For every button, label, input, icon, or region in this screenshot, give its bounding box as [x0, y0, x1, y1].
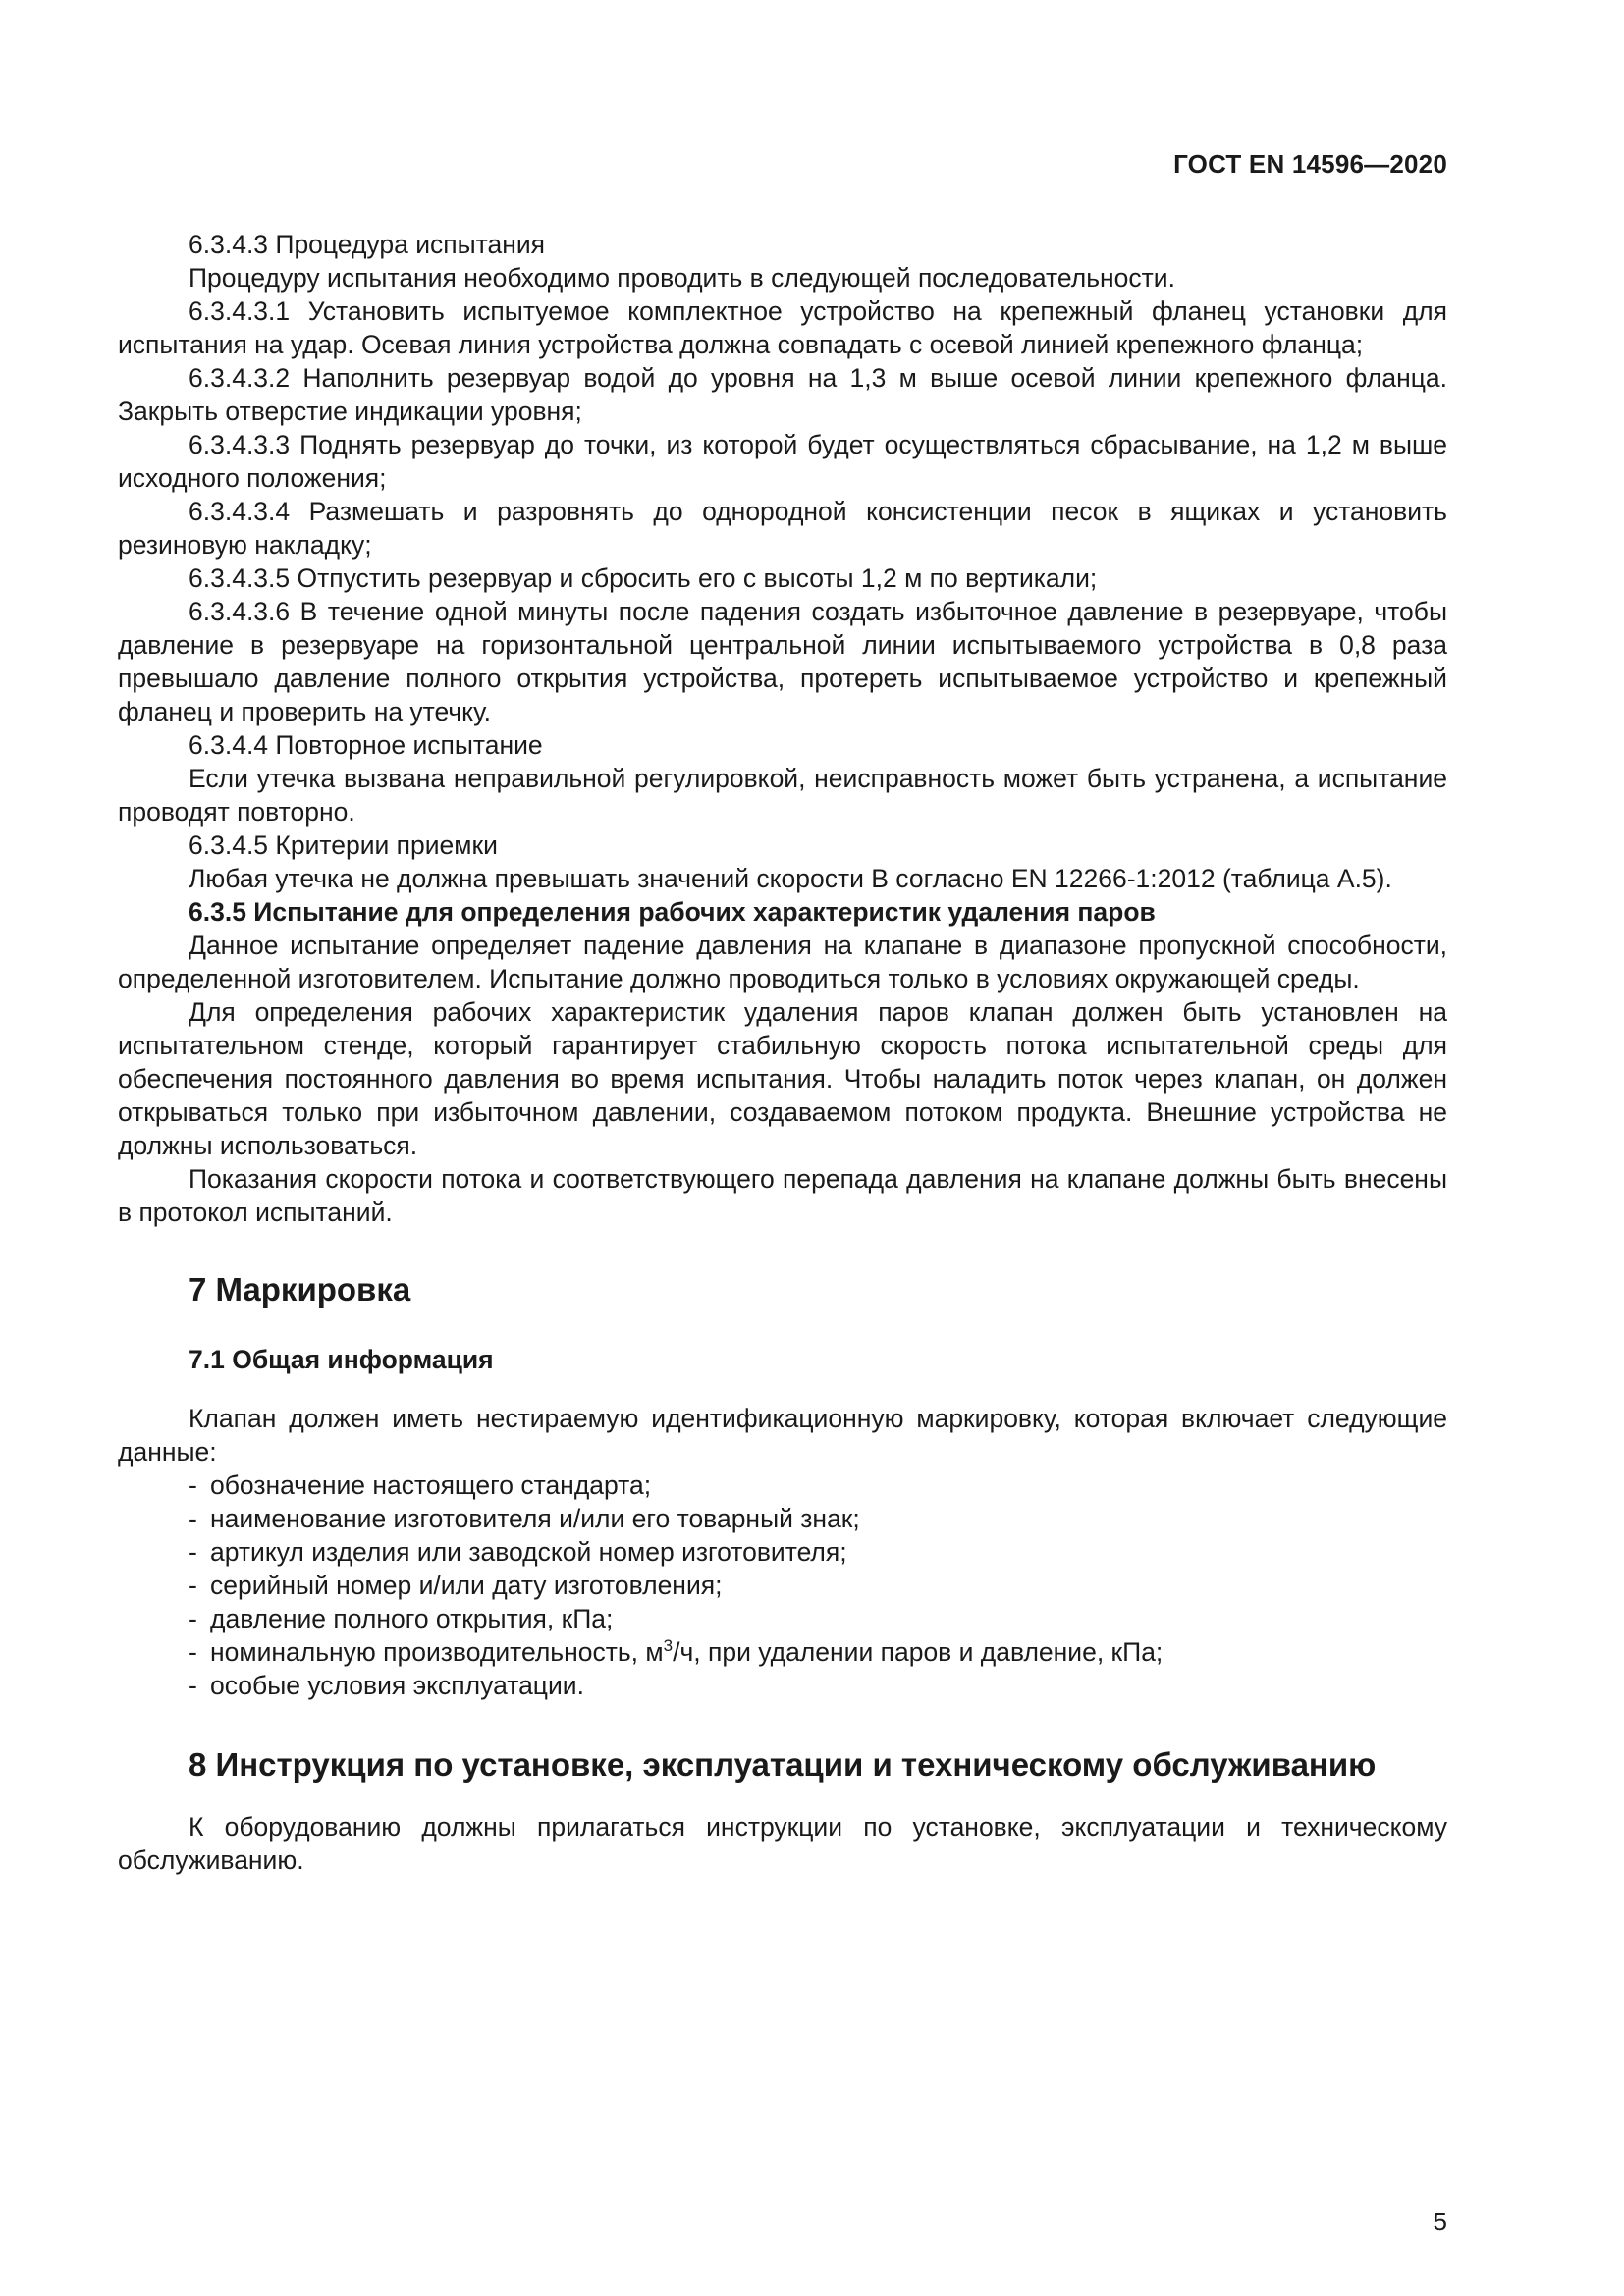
section-635-paragraph-3: Показания скорости потока и соответствующего перепада давления на клапане должны быть внесены в протокол испытаний.: [118, 1164, 1447, 1227]
section-635-paragraph-1: Данное испытание определяет падение давления на клапане в диапазоне пропускной способности, определенной изготовителем. Испытание должно проводиться только в условиях окружающей среды.: [118, 931, 1447, 993]
section-63431: 6.3.4.3.1 Установить испытуемое комплектное устройство на крепежный фланец установки для испытания на удар. Осевая линия устройства должна совпадать с осевой линией крепежного фланца;: [118, 296, 1447, 359]
list-item: - артикул изделия или заводской номер изготовителя;: [189, 1537, 847, 1567]
section-6345-title: 6.3.4.5 Критерии приемки: [189, 830, 498, 860]
section-6344-title: 6.3.4.4 Повторное испытание: [189, 730, 543, 760]
document-header: ГОСТ EN 14596—2020: [1173, 149, 1447, 179]
section-6345-text: Любая утечка не должна превышать значений скорости В согласно EN 12266-1:2012 (таблица А.5).: [189, 864, 1392, 893]
list-item: - давление полного открытия, кПа;: [189, 1604, 614, 1633]
list-item: - номинальную производительность, $м^3/ч$, при удалении паров и давление, кПа;: [189, 1636, 1164, 1667]
list-item: - серийный номер и/или дату изготовления;: [189, 1571, 723, 1600]
section-7-heading: 7 Маркировка: [189, 1271, 411, 1308]
section-63433: 6.3.4.3.3 Поднять резервуар до точки, из которой будет осуществляться сбрасывание, на 1,2 м выше исходного положения;: [118, 430, 1447, 493]
section-71-intro: Клапан должен иметь нестираемую идентификационную маркировку, которая включает следующие данные:: [118, 1404, 1447, 1467]
section-635-title: 6.3.5 Испытание для определения рабочих характеристик удаления паров: [189, 897, 1156, 927]
list-item: - наименование изготовителя и/или его товарный знак;: [189, 1504, 860, 1533]
section-6343-intro: Процедуру испытания необходимо проводить в следующей последовательности.: [189, 263, 1175, 293]
section-6344-text: Если утечка вызвана неправильной регулировкой, неисправность может быть устранена, а испытание проводят повторно.: [118, 764, 1447, 827]
section-63434: 6.3.4.3.4 Размешать и разровнять до однородной консистенции песок в ящиках и установить резиновую накладку;: [118, 497, 1447, 560]
section-63432: 6.3.4.3.2 Наполнить резервуар водой до уровня на 1,3 м выше осевой линии крепежного фланца. Закрыть отверстие индикации уровня;: [118, 363, 1447, 426]
section-63436: 6.3.4.3.6 В течение одной минуты после падения создать избыточное давление в резервуаре, чтобы давление в резервуаре на горизонтальной центральной линии испытываемого устройства в 0,8 раза превышало давление полного открытия устройства, протереть испытываемое устройство и крепежный фланец и проверить на утечку.: [118, 597, 1447, 726]
section-63435: 6.3.4.3.5 Отпустить резервуар и сбросить его с высоты 1,2 м по вертикали;: [189, 563, 1098, 593]
section-6343-title: 6.3.4.3 Процедура испытания: [189, 230, 546, 259]
list-item: - особые условия эксплуатации.: [189, 1671, 584, 1700]
section-635-paragraph-2: Для определения рабочих характеристик удаления паров клапан должен быть установлен на испытательном стенде, который гарантирует стабильную скорость потока испытательной среды для обеспечения постоянного давления во время испытания. Чтобы наладить поток через клапан, он должен открываться только при избыточном давлении, создаваемом потоком продукта. Внешние устройства не должны использоваться.: [118, 997, 1447, 1160]
section-8-heading: 8 Инструкция по установке, эксплуатации и техническому обслуживанию: [189, 1746, 1377, 1783]
section-71-heading: 7.1 Общая информация: [189, 1345, 494, 1374]
marking-list: [118, 1468, 1447, 1702]
list-item: - обозначение настоящего стандарта;: [189, 1470, 652, 1500]
document-body: [118, 228, 1447, 1877]
page-number: 5: [1433, 2207, 1447, 2236]
section-8-text: К оборудованию должны прилагаться инструкции по установке, эксплуатации и техническому обслуживанию.: [118, 1812, 1447, 1875]
